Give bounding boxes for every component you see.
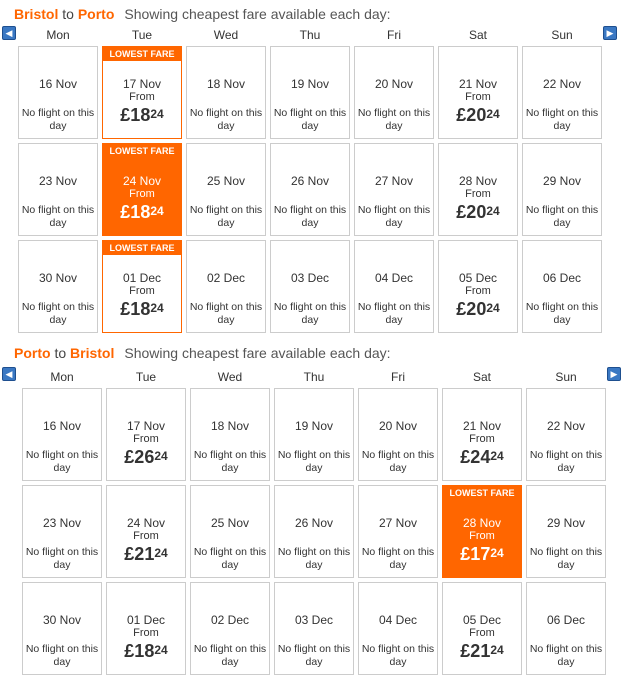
day-date: 20 Nov	[374, 77, 414, 91]
no-flight-label: No flight on this day	[525, 301, 599, 326]
from-label: From	[129, 285, 155, 297]
arrow-right-icon: ▶	[610, 369, 618, 379]
no-flight-day-cell	[526, 485, 606, 578]
prev-week-button[interactable]	[2, 26, 16, 40]
weekday-header: Tue	[135, 370, 157, 384]
fare-pounds: £20	[456, 105, 487, 125]
no-flight-day-cell	[274, 582, 354, 675]
no-flight-day-cell	[190, 388, 270, 481]
day-date: 16 Nov	[38, 77, 78, 91]
destination-city: Bristol	[70, 345, 115, 361]
fare-price	[107, 447, 185, 468]
weekday-header: Thu	[299, 28, 321, 42]
no-flight-day-cell	[354, 143, 434, 236]
fare-pounds: £17	[460, 544, 491, 564]
fare-price	[107, 641, 185, 662]
fare-pounds: £20	[456, 299, 487, 319]
weekday-header: Sat	[468, 28, 487, 42]
from-label: From	[133, 530, 159, 542]
no-flight-label: No flight on this day	[277, 449, 351, 474]
day-date: 03 Dec	[290, 271, 330, 285]
day-date: 24 Nov	[122, 174, 162, 188]
no-flight-day-cell	[22, 582, 102, 675]
no-flight-label: No flight on this day	[357, 301, 431, 326]
fare-price	[443, 544, 521, 565]
fare-price	[103, 299, 181, 320]
no-flight-day-cell	[522, 46, 602, 139]
day-date: 21 Nov	[462, 419, 502, 433]
from-label: From	[469, 627, 495, 639]
fare-pence: 24	[154, 546, 168, 560]
no-flight-day-cell	[274, 388, 354, 481]
no-flight-day-cell	[274, 485, 354, 578]
route-to-label: to	[62, 6, 74, 22]
no-flight-day-cell	[358, 582, 438, 675]
no-flight-label: No flight on this day	[25, 546, 99, 571]
day-date: 17 Nov	[122, 77, 162, 91]
day-date: 27 Nov	[374, 174, 414, 188]
day-date: 22 Nov	[542, 77, 582, 91]
fare-day-cell[interactable]	[102, 143, 182, 236]
no-flight-day-cell	[22, 485, 102, 578]
no-flight-day-cell	[526, 388, 606, 481]
showing-label: Showing cheapest fare available each day:	[124, 345, 391, 361]
no-flight-label: No flight on this day	[189, 204, 263, 229]
weekday-header: Mon	[50, 370, 74, 384]
fare-price	[443, 641, 521, 662]
from-label: From	[129, 188, 155, 200]
day-date: 06 Dec	[546, 613, 586, 627]
from-label: From	[469, 433, 495, 445]
fare-price	[103, 105, 181, 126]
lowest-fare-badge: LOWEST FARE	[103, 241, 181, 255]
fare-price	[443, 447, 521, 468]
day-date: 01 Dec	[122, 271, 162, 285]
origin-city: Bristol	[14, 6, 59, 22]
no-flight-label: No flight on this day	[357, 204, 431, 229]
day-date: 05 Dec	[458, 271, 498, 285]
no-flight-label: No flight on this day	[25, 643, 99, 668]
no-flight-label: No flight on this day	[25, 449, 99, 474]
no-flight-day-cell	[270, 240, 350, 333]
day-date: 30 Nov	[42, 613, 82, 627]
no-flight-label: No flight on this day	[193, 449, 267, 474]
day-date: 25 Nov	[206, 174, 246, 188]
no-flight-label: No flight on this day	[273, 204, 347, 229]
no-flight-day-cell	[526, 582, 606, 675]
fare-day-cell[interactable]	[438, 240, 518, 333]
from-label: From	[465, 91, 491, 103]
day-date: 05 Dec	[462, 613, 502, 627]
fare-pounds: £21	[460, 641, 491, 661]
fare-day-cell[interactable]	[438, 46, 518, 139]
day-date: 01 Dec	[126, 613, 166, 627]
fare-pounds: £21	[124, 544, 155, 564]
no-flight-label: No flight on this day	[529, 643, 603, 668]
fare-pence: 24	[490, 449, 504, 463]
fare-day-cell[interactable]	[106, 485, 186, 578]
no-flight-label: No flight on this day	[361, 546, 435, 571]
no-flight-label: No flight on this day	[361, 643, 435, 668]
no-flight-day-cell	[190, 582, 270, 675]
fare-day-cell[interactable]	[442, 485, 522, 578]
no-flight-day-cell	[358, 485, 438, 578]
fare-pounds: £18	[124, 641, 155, 661]
fare-pence: 24	[486, 301, 500, 315]
no-flight-label: No flight on this day	[21, 301, 95, 326]
weekday-header: Tue	[131, 28, 153, 42]
fare-pounds: £26	[124, 447, 155, 467]
fare-day-cell[interactable]	[106, 388, 186, 481]
day-date: 19 Nov	[294, 419, 334, 433]
day-date: 28 Nov	[462, 516, 502, 530]
from-label: From	[133, 433, 159, 445]
destination-city: Porto	[77, 6, 115, 22]
fare-pounds: £20	[456, 202, 487, 222]
no-flight-day-cell	[22, 388, 102, 481]
from-label: From	[465, 285, 491, 297]
no-flight-day-cell	[270, 46, 350, 139]
route-to-label: to	[54, 345, 67, 361]
no-flight-label: No flight on this day	[189, 301, 263, 326]
fare-pence: 24	[486, 204, 500, 218]
lowest-fare-badge: LOWEST FARE	[103, 144, 181, 158]
next-week-button[interactable]	[603, 26, 617, 40]
day-date: 02 Dec	[210, 613, 250, 627]
day-date: 29 Nov	[542, 174, 582, 188]
fare-pounds: £18	[120, 202, 151, 222]
no-flight-label: No flight on this day	[273, 107, 347, 132]
weekday-header: Sat	[472, 370, 491, 384]
weekday-header: Wed	[217, 370, 243, 384]
day-date: 28 Nov	[458, 174, 498, 188]
weekday-header: Fri	[391, 370, 405, 384]
fare-pounds: £24	[460, 447, 491, 467]
arrow-left-icon: ◀	[5, 28, 13, 38]
no-flight-label: No flight on this day	[193, 546, 267, 571]
no-flight-label: No flight on this day	[193, 643, 267, 668]
no-flight-day-cell	[186, 46, 266, 139]
no-flight-label: No flight on this day	[525, 107, 599, 132]
from-label: From	[465, 188, 491, 200]
fare-day-cell[interactable]	[438, 143, 518, 236]
fare-day-cell[interactable]	[102, 46, 182, 139]
from-label: From	[469, 530, 495, 542]
no-flight-day-cell	[190, 485, 270, 578]
no-flight-day-cell	[354, 46, 434, 139]
fare-pence: 24	[490, 546, 504, 560]
no-flight-day-cell	[358, 388, 438, 481]
lowest-fare-badge: LOWEST FARE	[103, 47, 181, 61]
no-flight-day-cell	[18, 143, 98, 236]
weekday-header: Sun	[555, 370, 577, 384]
fare-price	[439, 105, 517, 126]
fare-pence: 24	[154, 449, 168, 463]
day-date: 19 Nov	[290, 77, 330, 91]
weekday-header: Sun	[551, 28, 573, 42]
weekday-header: Fri	[387, 28, 401, 42]
weekday-header: Thu	[303, 370, 325, 384]
fare-price	[439, 299, 517, 320]
day-date: 02 Dec	[206, 271, 246, 285]
fare-pounds: £18	[120, 105, 151, 125]
day-date: 26 Nov	[294, 516, 334, 530]
no-flight-day-cell	[522, 240, 602, 333]
no-flight-day-cell	[522, 143, 602, 236]
day-date: 06 Dec	[542, 271, 582, 285]
route-header	[14, 345, 391, 361]
day-date: 26 Nov	[290, 174, 330, 188]
fare-pence: 24	[490, 643, 504, 657]
day-date: 30 Nov	[38, 271, 78, 285]
fare-day-cell[interactable]	[442, 582, 522, 675]
day-date: 23 Nov	[42, 516, 82, 530]
fare-pence: 24	[150, 204, 164, 218]
fare-pounds: £18	[120, 299, 151, 319]
no-flight-day-cell	[270, 143, 350, 236]
from-label: From	[133, 627, 159, 639]
no-flight-label: No flight on this day	[273, 301, 347, 326]
day-date: 17 Nov	[126, 419, 166, 433]
fare-pence: 24	[154, 643, 168, 657]
day-date: 25 Nov	[210, 516, 250, 530]
lowest-fare-badge: LOWEST FARE	[443, 486, 521, 500]
day-date: 18 Nov	[206, 77, 246, 91]
no-flight-day-cell	[354, 240, 434, 333]
showing-label: Showing cheapest fare available each day:	[124, 6, 391, 22]
fare-pence: 24	[150, 301, 164, 315]
day-date: 04 Dec	[374, 271, 414, 285]
arrow-right-icon: ▶	[606, 28, 614, 38]
no-flight-label: No flight on this day	[525, 204, 599, 229]
fare-day-cell[interactable]	[106, 582, 186, 675]
fare-price	[107, 544, 185, 565]
no-flight-day-cell	[18, 240, 98, 333]
no-flight-day-cell	[186, 143, 266, 236]
fare-price	[103, 202, 181, 223]
origin-city: Porto	[14, 345, 51, 361]
day-date: 04 Dec	[378, 613, 418, 627]
weekday-header: Mon	[46, 28, 70, 42]
fare-day-cell[interactable]	[102, 240, 182, 333]
no-flight-label: No flight on this day	[21, 204, 95, 229]
day-date: 23 Nov	[38, 174, 78, 188]
next-week-button[interactable]	[607, 367, 621, 381]
no-flight-label: No flight on this day	[529, 546, 603, 571]
no-flight-label: No flight on this day	[277, 643, 351, 668]
fare-pence: 24	[486, 107, 500, 121]
day-date: 27 Nov	[378, 516, 418, 530]
no-flight-label: No flight on this day	[357, 107, 431, 132]
day-date: 24 Nov	[126, 516, 166, 530]
fare-day-cell[interactable]	[442, 388, 522, 481]
weekday-header: Wed	[213, 28, 239, 42]
no-flight-day-cell	[18, 46, 98, 139]
no-flight-day-cell	[186, 240, 266, 333]
day-date: 22 Nov	[546, 419, 586, 433]
no-flight-label: No flight on this day	[361, 449, 435, 474]
from-label: From	[129, 91, 155, 103]
route-header	[14, 6, 391, 22]
day-date: 29 Nov	[546, 516, 586, 530]
day-date: 21 Nov	[458, 77, 498, 91]
fare-pence: 24	[150, 107, 164, 121]
day-date: 18 Nov	[210, 419, 250, 433]
no-flight-label: No flight on this day	[529, 449, 603, 474]
day-date: 16 Nov	[42, 419, 82, 433]
no-flight-label: No flight on this day	[277, 546, 351, 571]
no-flight-label: No flight on this day	[189, 107, 263, 132]
day-date: 03 Dec	[294, 613, 334, 627]
prev-week-button[interactable]	[2, 367, 16, 381]
day-date: 20 Nov	[378, 419, 418, 433]
arrow-left-icon: ◀	[5, 369, 13, 379]
fare-price	[439, 202, 517, 223]
no-flight-label: No flight on this day	[21, 107, 95, 132]
